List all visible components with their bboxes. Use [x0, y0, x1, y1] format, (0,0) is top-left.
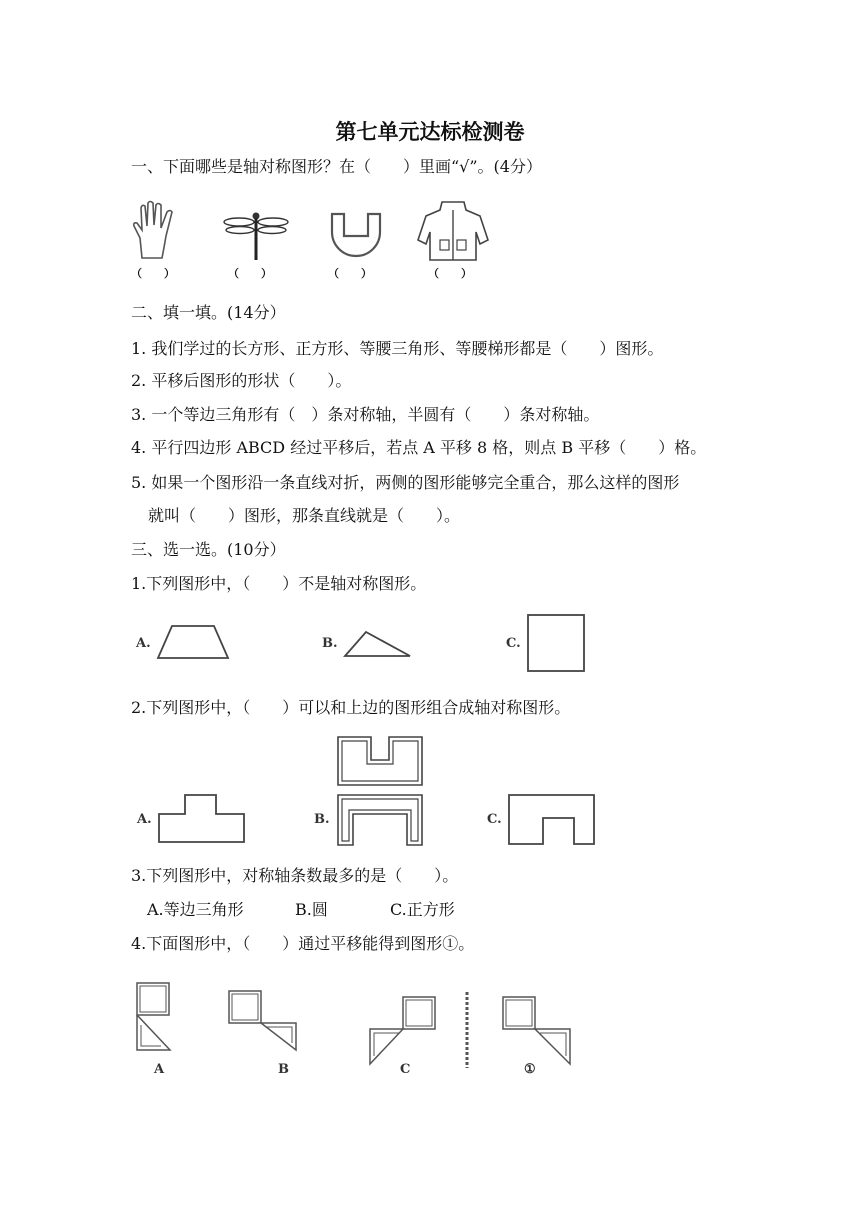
jacket-icon [416, 200, 490, 262]
option-a-label-2[interactable]: A. [137, 812, 152, 827]
fill-question-1: 1. 我们学过的长方形、正方形、等腰三角形、等腰梯形都是（ ）图形。 [131, 339, 664, 358]
figure-b [226, 988, 300, 1052]
option-b-text[interactable]: B.圆 [295, 900, 328, 919]
option-a-text[interactable]: A.等边三角形 [147, 900, 244, 919]
page-title: 第七单元达标检测卷 [335, 120, 525, 144]
option-c-shape [508, 794, 596, 846]
answer-paren-3[interactable]: （ ） [328, 267, 372, 280]
option-c-text[interactable]: C.正方形 [390, 900, 455, 919]
option-b-label-2[interactable]: B. [314, 812, 330, 827]
option-a-shape [158, 794, 246, 844]
choice-question-3: 3.下列图形中，对称轴条数最多的是（ ）。 [131, 866, 459, 885]
top-reference-shape [337, 736, 423, 786]
section3-heading: 三、选一选。(10分） [131, 540, 286, 559]
figure-1-label: ① [524, 1062, 536, 1077]
fill-question-5-cont: 就叫（ ）图形，那条直线就是（ ）。 [148, 506, 461, 525]
arch-shape-icon [328, 206, 384, 260]
option-b-label[interactable]: B. [322, 636, 338, 651]
fill-question-5: 5. 如果一个图形沿一条直线对折，两侧的图形能够完全重合，那么这样的图形 [131, 473, 680, 492]
section1-heading: 一、下面哪些是轴对称图形？在（ ）里画“√”。(4分） [131, 157, 542, 176]
trapezoid-shape [157, 624, 229, 660]
choice-question-4: 4.下面图形中，（ ）通过平移能得到图形①。 [131, 934, 475, 953]
figure-c [368, 994, 440, 1066]
fill-question-2: 2. 平移后图形的形状（ ）。 [131, 371, 352, 390]
choice-question-2: 2.下列图形中，（ ）可以和上边的图形组合成轴对称图形。 [131, 698, 571, 717]
fill-question-3: 3. 一个等边三角形有（ ）条对称轴，半圆有（ ）条对称轴。 [131, 405, 600, 424]
fill-question-4: 4. 平行四边形 ABCD 经过平移后，若点 A 平移 8 格，则点 B 平移（ ）格。 [131, 438, 707, 457]
section2-heading: 二、填一填。(14分） [131, 303, 286, 322]
option-c-label[interactable]: C. [506, 636, 521, 651]
answer-paren-1[interactable]: （ ） [131, 267, 175, 280]
choice-question-1: 1.下列图形中，（ ）不是轴对称图形。 [131, 574, 427, 593]
square-shape [527, 614, 585, 672]
dragonfly-icon [224, 212, 288, 262]
figure-a [134, 980, 174, 1054]
figure-b-label[interactable]: B [278, 1062, 289, 1077]
dashed-divider [464, 992, 470, 1068]
answer-paren-4[interactable]: （ ） [428, 267, 472, 280]
scalene-triangle-shape [344, 630, 412, 658]
hand-icon [132, 200, 184, 260]
figure-1 [500, 994, 574, 1066]
option-b-shape [337, 794, 423, 846]
figure-c-label[interactable]: C [400, 1062, 411, 1077]
answer-paren-2[interactable]: （ ） [228, 267, 272, 280]
figure-a-label[interactable]: A [154, 1062, 165, 1077]
option-a-label[interactable]: A. [136, 636, 151, 651]
option-c-label-2[interactable]: C. [487, 812, 502, 827]
